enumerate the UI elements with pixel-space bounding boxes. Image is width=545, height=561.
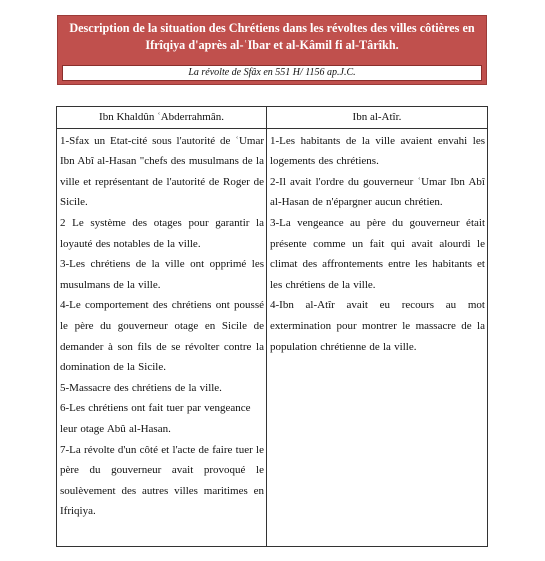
list-item: 4-Le comportement des chrétiens ont poussé le père du gouverneur otage en Sicile de demander à son fils de se révolter contre la domination de la Sicile.: [60, 299, 264, 374]
title-banner: [57, 15, 487, 85]
list-item: 2 Le système des otages pour garantir la loyauté des notables de la ville.: [60, 216, 264, 250]
table-header-row: [57, 107, 488, 129]
table-row: [57, 128, 488, 546]
column-header-ibn-al-atir: Ibn al-Atîr.: [267, 107, 488, 129]
list-item: 1-Les habitants de la ville avaient envahi les logements des chrétiens.: [270, 134, 485, 168]
document-subtitle: La révolte de Sfâx en 551 H/ 1156 ap.J.C.: [62, 65, 482, 81]
comparison-table: [56, 106, 488, 547]
ibn-al-atir-column: [267, 128, 488, 546]
list-item: leur otage Abû al-Hasan.: [60, 422, 171, 435]
list-item: 3-La vengeance au père du gouverneur était présente comme un fait qui avait alourdi le climat des affrontements entre les habitants et les chrétiens de la ville.: [270, 216, 485, 291]
list-item: 7-La révolte d'un côté et l'acte de faire tuer le père du gouverneur avait provoqué le soulèvement des autres villes maritimes en Ifriqiya.: [60, 443, 264, 518]
list-item: 2-Il avait l'ordre du gouverneur ʿUmar Ibn Abî al-Hasan de n'épargner aucun chrétien.: [270, 175, 485, 209]
list-item: 5-Massacre des chrétiens de la ville.: [60, 381, 222, 394]
list-item: 3-Les chrétiens de la ville ont opprimé les musulmans de la ville.: [60, 258, 264, 291]
list-item: 6-Les chrétiens ont fait tuer par vengeance: [60, 402, 251, 415]
ibn-khaldun-column: [57, 128, 267, 546]
document-title: Description de la situation des Chrétiens dans les révoltes des villes côtières en Ifrîqiya d'après al-ʿIbar et al-Kâmil fi al-Târîkh.: [69, 21, 475, 52]
list-item: 1-Sfax un Etat-cité sous l'autorité de ʿUmar Ibn Abî al-Hasan "chefs des musulmans de la ville et représentant de l'autorité de Roger de Sicile.: [60, 134, 264, 209]
list-item: 4-Ibn al-Atîr avait eu recours au mot extermination pour montrer le massacre de la population chrétienne de la ville.: [270, 299, 485, 353]
column-header-ibn-khaldun: Ibn Khaldûn ʿAbderrahmân.: [57, 107, 267, 129]
